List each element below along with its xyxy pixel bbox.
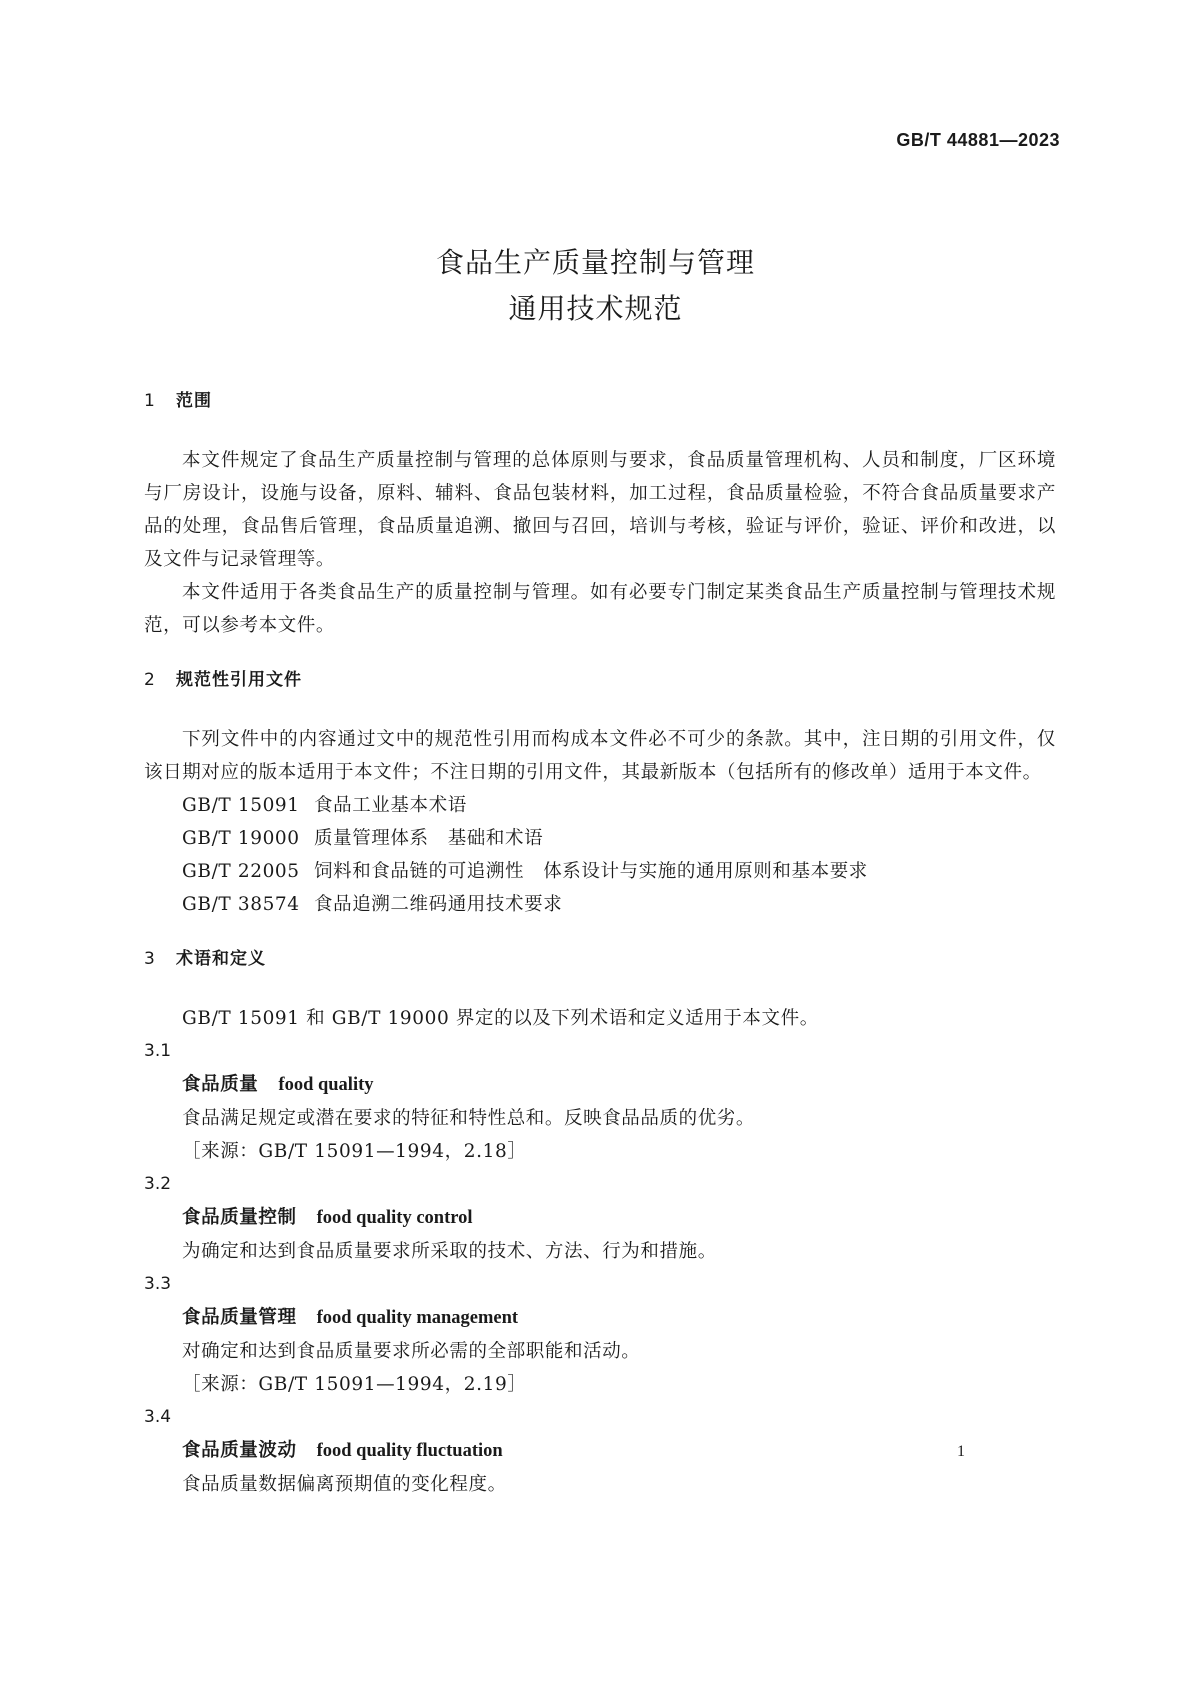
term-source: ［来源：GB/T 15091—1994，2.18］ xyxy=(182,1141,527,1162)
term-name-zh: 食品质量波动 xyxy=(182,1440,297,1461)
section-number: 3 xyxy=(144,949,156,969)
standard-number: GB/T 44881—2023 xyxy=(896,130,1060,150)
reference-title: 食品工业基本术语 xyxy=(314,795,467,816)
title-line-2: 通用技术规范 xyxy=(508,292,683,325)
term-definition: 对确定和达到食品质量要求所必需的全部职能和活动。 xyxy=(182,1341,641,1362)
term-entry xyxy=(144,1434,1056,1501)
term-definition: 食品质量数据偏离预期值的变化程度。 xyxy=(182,1474,507,1495)
term-name-zh: 食品质量控制 xyxy=(182,1207,297,1228)
term-number: 3.2 xyxy=(144,1174,172,1194)
term-source: ［来源：GB/T 15091—1994，2.19］ xyxy=(182,1374,527,1395)
section-2-heading xyxy=(144,664,1056,697)
document-title xyxy=(0,240,1191,332)
reference-item xyxy=(144,855,1056,888)
term-number: 3.4 xyxy=(144,1407,172,1427)
term-entry xyxy=(144,1301,1056,1401)
term-name-zh: 食品质量管理 xyxy=(182,1307,297,1328)
reference-title: 质量管理体系 基础和术语 xyxy=(314,828,544,849)
section-number: 1 xyxy=(144,391,156,411)
page-number: 1 xyxy=(957,1443,965,1460)
reference-code: GB/T 15091 xyxy=(182,795,300,816)
scope-paragraph-1: 本文件规定了食品生产质量控制与管理的总体原则与要求，食品质量管理机构、人员和制度，厂区环境与厂房设计，设施与设备，原料、辅料、食品包装材料，加工过程，食品质量检验，不符合食品质量要求产品的处理，食品售后管理，食品质量追溯、撤回与召回，培训与考核，验证与评价，验证、评价和改进，以及文件与记录管理等。 xyxy=(144,450,1056,570)
term-number: 3.3 xyxy=(144,1274,172,1294)
term-name-en: food quality management xyxy=(316,1308,519,1328)
term-name-en: food quality xyxy=(278,1075,374,1095)
reference-title: 饲料和食品链的可追溯性 体系设计与实施的通用原则和基本要求 xyxy=(314,861,868,882)
section-title: 规范性引用文件 xyxy=(176,670,302,690)
section-title: 术语和定义 xyxy=(176,949,266,969)
scope-paragraph-2: 本文件适用于各类食品生产的质量控制与管理。如有必要专门制定某类食品生产质量控制与管理技术规范，可以参考本文件。 xyxy=(144,582,1056,636)
term-name-en: food quality control xyxy=(316,1208,473,1228)
term-definition: 为确定和达到食品质量要求所采取的技术、方法、行为和措施。 xyxy=(182,1241,717,1262)
terms-intro: GB/T 15091 和 GB/T 19000 界定的以及下列术语和定义适用于本文件。 xyxy=(182,1008,819,1029)
term-entry xyxy=(144,1201,1056,1268)
section-title: 范围 xyxy=(176,391,212,411)
reference-item xyxy=(144,888,1056,921)
term-name-en: food quality fluctuation xyxy=(316,1441,503,1461)
reference-item xyxy=(144,822,1056,855)
term-definition: 食品满足规定或潜在要求的特征和特性总和。反映食品品质的优劣。 xyxy=(182,1108,756,1129)
document-body xyxy=(144,385,1056,1501)
section-3-heading xyxy=(144,943,1056,976)
term-number: 3.1 xyxy=(144,1041,172,1061)
reference-title: 食品追溯二维码通用技术要求 xyxy=(314,894,563,915)
reference-code: GB/T 19000 xyxy=(182,828,300,849)
reference-code: GB/T 38574 xyxy=(182,894,300,915)
title-line-1: 食品生产质量控制与管理 xyxy=(435,246,755,279)
term-name-zh: 食品质量 xyxy=(182,1074,259,1095)
section-number: 2 xyxy=(144,670,156,690)
term-entry xyxy=(144,1068,1056,1168)
reference-code: GB/T 22005 xyxy=(182,861,300,882)
references-intro: 下列文件中的内容通过文中的规范性引用而构成本文件必不可少的条款。其中，注日期的引用文件，仅该日期对应的版本适用于本文件；不注日期的引用文件，其最新版本（包括所有的修改单）适用于本文件。 xyxy=(144,729,1056,783)
reference-item xyxy=(144,789,1056,822)
section-1-heading xyxy=(144,385,1056,418)
